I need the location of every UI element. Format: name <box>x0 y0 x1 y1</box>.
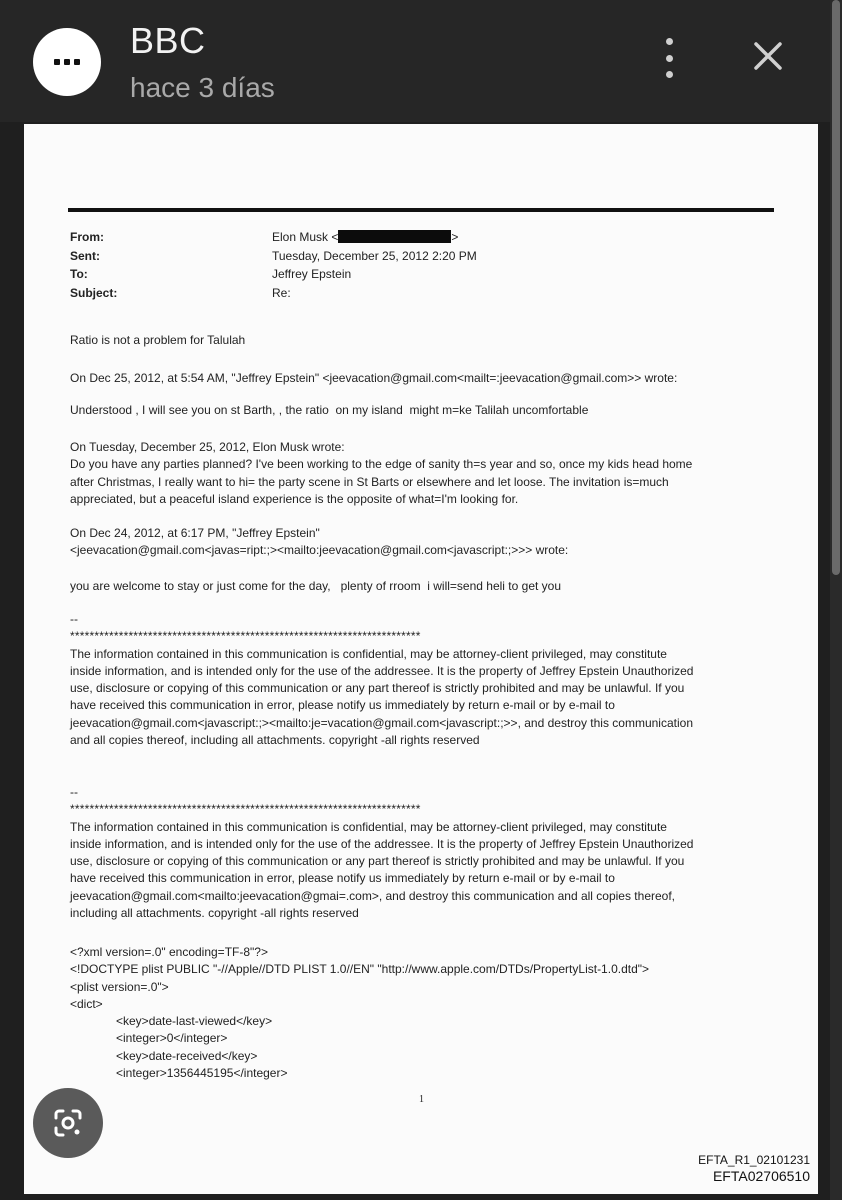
scrollbar[interactable] <box>830 0 842 1200</box>
reply-line: Ratio is not a problem for Talulah <box>70 333 246 347</box>
from-label: From: <box>70 230 104 244</box>
close-icon[interactable] <box>748 36 788 76</box>
plist-xml: <?xml version=.0" encoding=TF-8"?> <!DOCTYPE plist PUBLIC "-//Apple//DTD PLIST 1.0//EN" "http://www.apple.com/DTDs/PropertyList-1.0.dtd"> <plist version=.0"> <dict> <key>date-last-viewed</key> <integer>0</integer> <key>date-received</key> <integer>1356445195</integer> <box>70 945 650 1081</box>
google-lens-button[interactable] <box>33 1088 103 1158</box>
email-header <box>70 228 477 302</box>
from-value: Elon Musk < > <box>272 230 459 244</box>
document-id: EFTA_R1_02101231 EFTA02706510 <box>698 1153 810 1184</box>
more-options-icon[interactable] <box>657 38 681 78</box>
subject-value: Re: <box>272 285 291 300</box>
to-label: To: <box>70 267 88 281</box>
to-value: Jeffrey Epstein <box>272 267 352 281</box>
quote-text-1: Understood , I will see you on st Barth, , the ratio on my island might m=ke Talilah uncomfortable <box>70 403 589 417</box>
redaction-box <box>338 230 451 243</box>
lens-icon <box>51 1106 85 1140</box>
sent-label: Sent: <box>70 248 100 263</box>
disclaimer-1: -- ************************************************************************ The information contained in this communication is confidential, may be attorney-client privileged, may constitute inside information, and is intended only for the use of the addressee. It is the property of Jeffrey Epstein Unauthorized use, disclosure or copying of this communication or any part thereof is strictly prohibited and may be unlawful. If you have received this communication in error, please notify us immediately by return e-mail or by e-mail to jeevacation@gmail.com<javascript:;><mailto:je=vacation@gmail.com<javascript:;>>, and destroy this communication and all copies thereof, including all attachments. copyright -all rights reserved <box>70 612 694 748</box>
quote-header-1: On Dec 25, 2012, at 5:54 AM, "Jeffrey Epstein" <jeevacation@gmail.com<mailt=:jeevacation@gmail.com>> wrote: <box>70 371 678 385</box>
page-number: 1 <box>419 1094 424 1105</box>
publisher-avatar[interactable] <box>33 28 101 96</box>
quote-header-3: On Dec 24, 2012, at 6:17 PM, "Jeffrey Epstein" <jeevacation@gmail.com<javas=ript:;><mailto:jeevacation@gmail.com<javascript:;>>> wrote: <box>70 526 569 558</box>
scrollbar-thumb[interactable] <box>832 0 840 575</box>
header-rule <box>68 208 774 212</box>
bbc-logo-icon <box>54 59 80 65</box>
subject-label: Subject: <box>70 285 118 300</box>
source-title: BBC <box>130 20 206 61</box>
top-bar <box>0 0 842 122</box>
disclaimer-2: -- ************************************************************************ The information contained in this communication is confidential, may be attorney-client privileged, may constitute inside information, and is intended only for the use of the addressee. It is the property of Jeffrey Epstein Unauthorized use, disclosure or copying of this communication or any part thereof is strictly prohibited and may be unlawful. If you have received this communication in error, please notify us immediately by return e-mail or by e-mail to jeevacation@gmail.com<mailto:jeevacation@gmai=.com>, and destroy this communication and all copies thereof, including all attachments. copyright -all rights reserved <box>70 785 694 921</box>
sent-value: Tuesday, December 25, 2012 2:20 PM <box>272 248 477 263</box>
quote-text-3: you are welcome to stay or just come for the day, plenty of rroom i will=send heli to get you <box>70 579 562 593</box>
post-time: hace 3 días <box>130 72 275 103</box>
quote-block-2: On Tuesday, December 25, 2012, Elon Musk wrote: Do you have any parties planned? I've been working to the edge of sanity th=s year and so, once my kids head home after Christmas, I really want to hi= the party scene in St Barts or elsewhere and let loose. The invitation is=much appreciated, but a peaceful island experience is the opposite of what=I'm looking for. <box>70 440 693 506</box>
document-image <box>24 124 818 1194</box>
